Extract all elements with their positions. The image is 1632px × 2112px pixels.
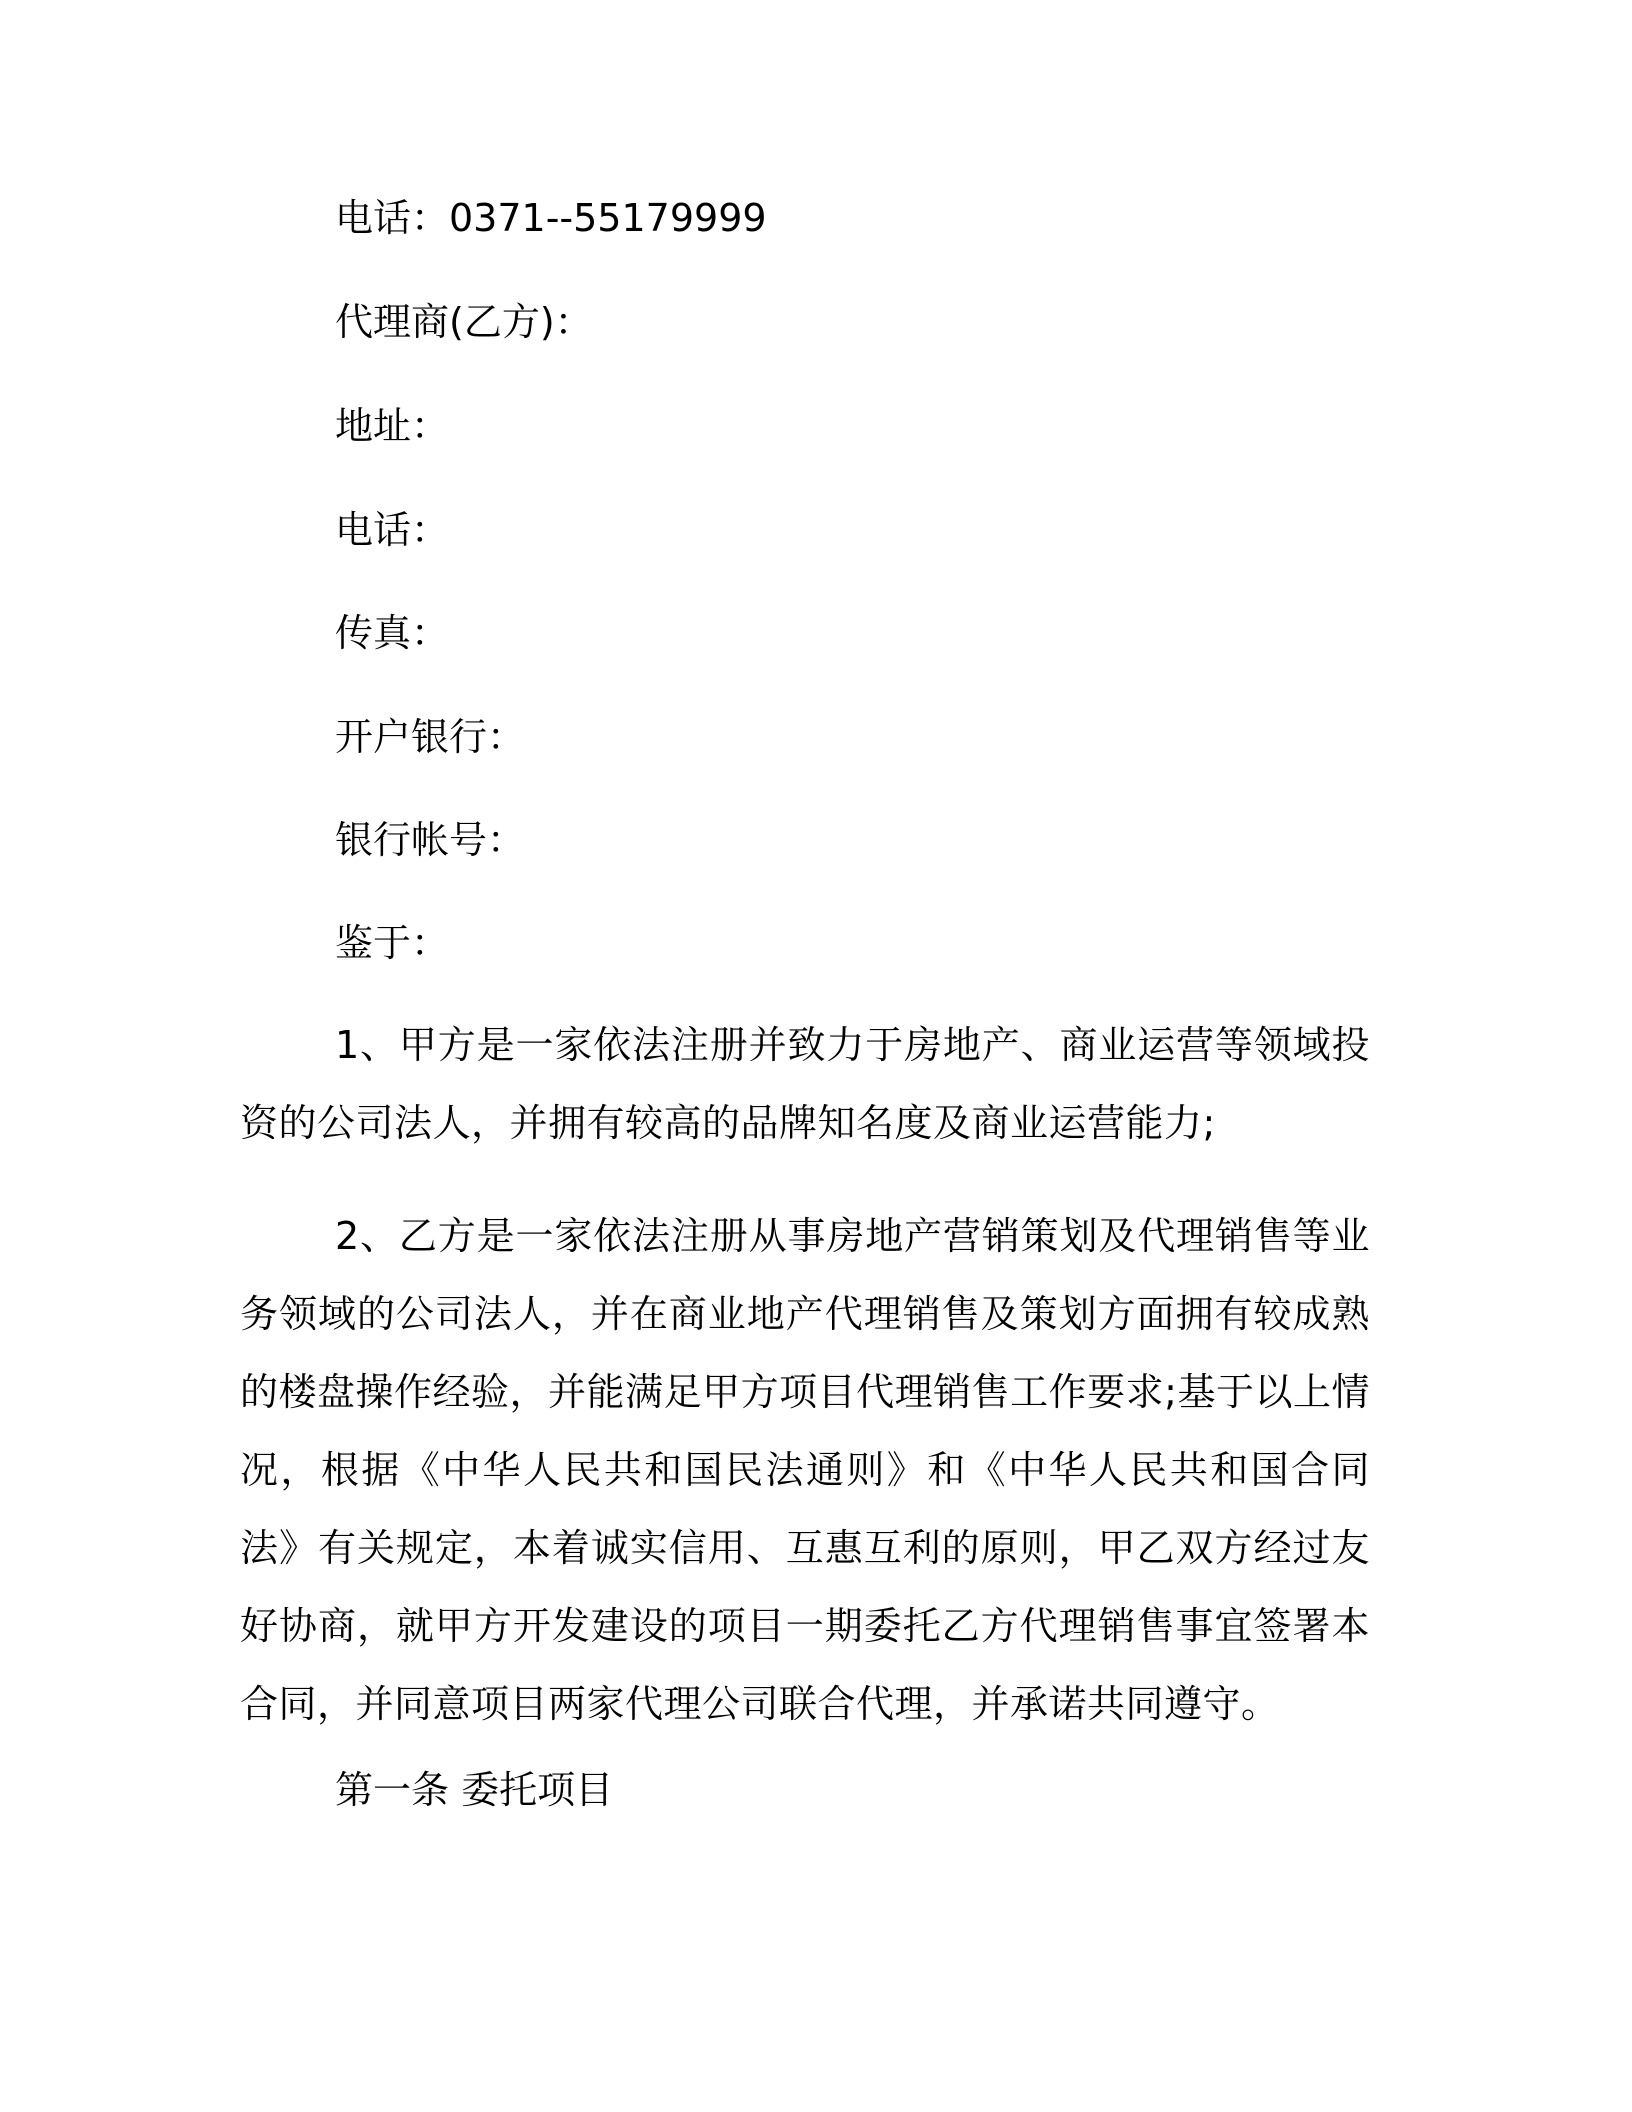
bank-account-line: 银行帐号： (335, 818, 526, 862)
whereas-line: 鉴于： (335, 921, 450, 965)
address-line: 地址： (335, 404, 450, 448)
section-heading: 第一条 委托项目 (335, 1768, 614, 1812)
bank-line: 开户银行： (335, 715, 526, 759)
fax-line: 传真： (335, 611, 450, 655)
agent-party-b-line: 代理商(乙方)： (335, 300, 593, 344)
phone-line-party-b: 电话： (335, 508, 450, 552)
paragraph-party-a: 1、甲方是一家依法注册并致力于房地产、商业运营等领域投资的公司法人，并拥有较高的品牌知名度及商业运营能力; (240, 1023, 1370, 1145)
phone-line-party-a: 电话：0371--55179999 (335, 196, 767, 240)
paragraph-party-b: 2、乙方是一家依法注册从事房地产营销策划及代理销售等业务领域的公司法人，并在商业地产代理销售及策划方面拥有较成熟的楼盘操作经验，并能满足甲方项目代理销售工作要求;基于以上情况，根据《中华人民共和国民法通则》和《中华人民共和国合同法》有关规定，本着诚实信用、互惠互利的原则，甲乙双方经过友好协商，就甲方开发建设的项目一期委托乙方代理销售事宜签署本合同，并同意项目两家代理公司联合代理，并承诺共同遵守。 (240, 1214, 1370, 1726)
